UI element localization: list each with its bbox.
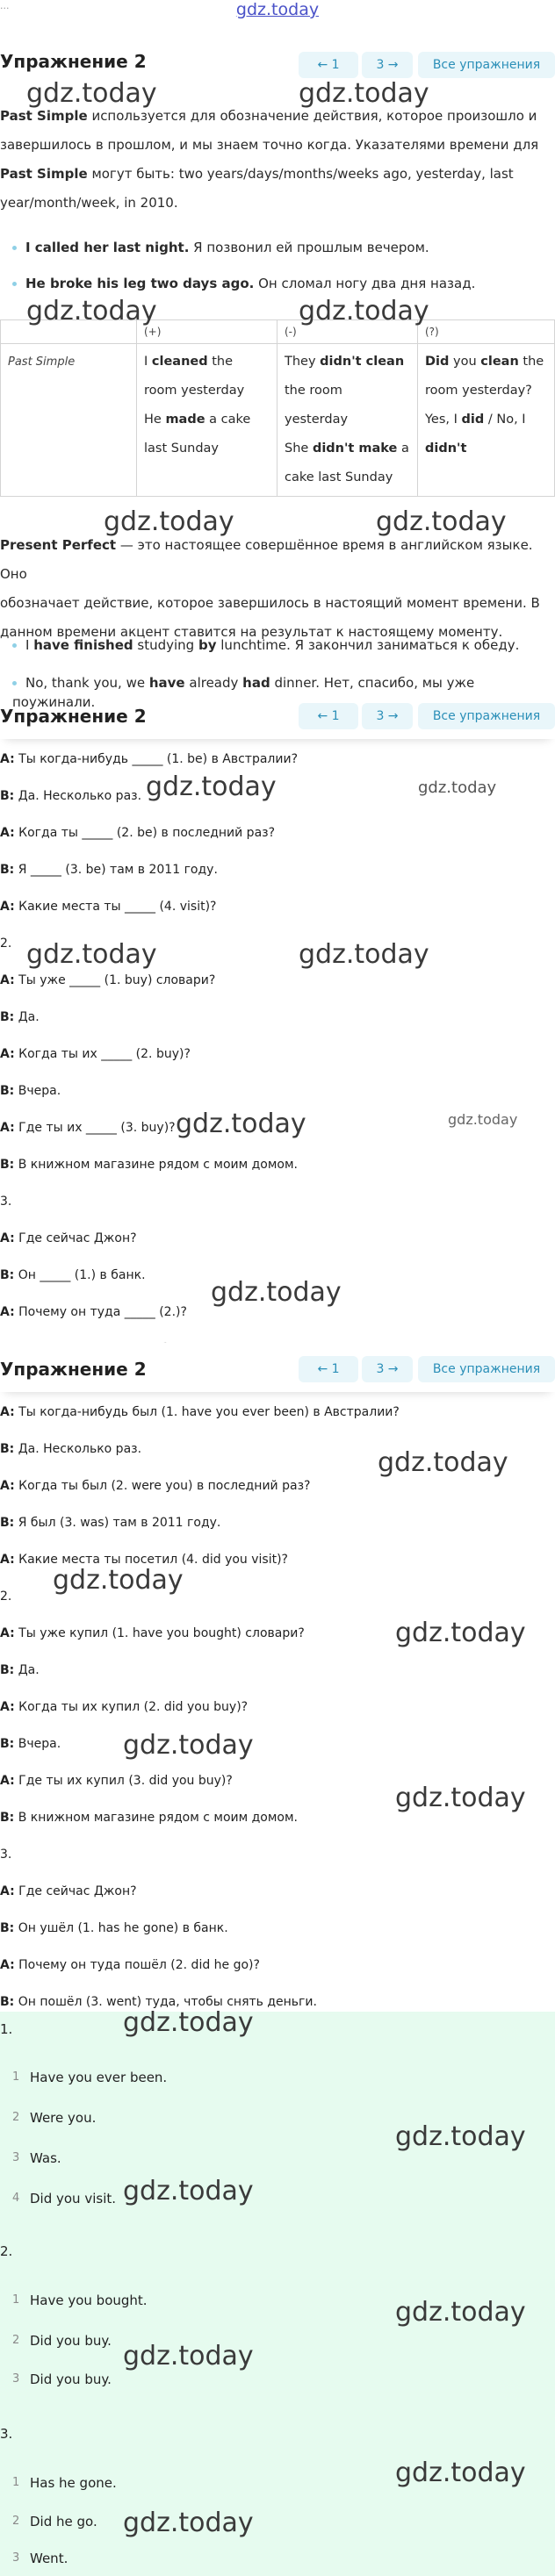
answer-item: 2 Did you buy. [12,2333,112,2349]
watermark: gdz.today [299,296,429,326]
prev-button[interactable]: ← 1 [299,703,358,729]
dialogue-line: A: Где сейчас Джон? [0,1884,137,1898]
watermark: gdz.today [26,296,157,326]
exercise-header [0,690,555,739]
dialogue-line: A: Какие места ты _____ (4. visit)? [0,900,217,914]
dialogue-line: A: Когда ты _____ (2. be) в последний раз? [0,826,276,840]
dialogue-line: B: Я _____ (3. be) там в 2011 году. [0,863,218,877]
watermark: gdz.today [395,2297,526,2328]
dialogue-line: A: Где ты их купил (3. did you buy)? [0,1774,233,1788]
dialogue-line: B: Да. Несколько раз. [0,1442,142,1456]
watermark: gdz.today [53,1565,184,1596]
all-exercises-button[interactable]: Все упражнения [418,52,555,78]
prev-button[interactable]: ← 1 [299,1356,358,1382]
dialogue-line: B: Вчера. [0,1737,61,1751]
answer-item: 1 Has he gone. [12,2475,117,2491]
all-exercises-button[interactable]: Все упражнения [418,1356,555,1382]
dialogue-line: A: Когда ты был (2. were you) в последний раз? [0,1479,311,1493]
dialogue-line: B: В книжном магазине рядом с моим домом. [0,1811,299,1825]
dialogue-line: B: В книжном магазине рядом с моим домом. [0,1158,299,1172]
dialogue-line: A: Ты уже купил (1. have you bought) словари? [0,1626,305,1640]
watermark: gdz.today [299,78,429,109]
dialogue-line: B: Он пошёл (3. went) туда, чтобы снять деньги. [0,1995,317,2009]
dialogue-line: A: Когда ты их купил (2. did you buy)? [0,1700,249,1714]
next-button[interactable]: 3 → [362,52,413,78]
theory-paragraph: Past Simple используется для обозначение действия, которое произошло и завершилось в прошлом, и мы знаем точно когда. Указателями времени для Past Simple могут быть: two years/days/months/weeks ago, yesterday, last year/month/week, in 2010. [0,108,539,211]
dialogue-line: A: Где ты их _____ (3. buy)? [0,1121,176,1135]
watermark: gdz.today [299,939,429,970]
dialogue-line: A: Ты когда-нибудь был (1. have you ever been) в Австралии? [0,1405,400,1419]
group-number: 3. [0,1848,12,1862]
watermark: gdz.today [26,939,157,970]
dialogue-line: A: Почему он туда _____ (2.)? [0,1305,187,1319]
theory-paragraph: Present Perfect — это настоящее совершённое время в английском языке. Оно обозначает действие, которое завершилось в настоящий момент времени. В данном времени акцент ставится на результат к настоящему моменту. [0,537,540,640]
example-bullet: I called her last night. Я позвонил ей прошлым вечером. [12,238,548,257]
watermark: gdz.today [395,2121,526,2152]
watermark: gdz.today [123,2508,254,2538]
answer-item: 3 Went. [12,2551,68,2566]
dialogue-line: B: Да. Несколько раз. [0,789,142,803]
dialogue-line: A: Где сейчас Джон? [0,1231,137,1245]
answer-item: 4 Did you visit. [12,2191,117,2206]
grammar-table: (+) (-) (?) Past Simple I cleaned the room yesterday He made a cake last Sunday They didn't clean the room yesterday She didn't make a cake last Sunday Did you clean the room yesterday? Yes, I did / No, I didn't [0,319,555,497]
dialogue-line: B: Вчера. [0,1084,61,1098]
watermark: gdz.today [378,1447,508,1478]
watermark: gdz.today [395,2458,526,2488]
group-number: 2. [0,1589,12,1604]
answer-group-number: 3. [0,2426,13,2442]
watermark: gdz.today [123,2341,254,2371]
answer-item: 3 Was. [12,2150,61,2166]
watermark: gdz.today [418,779,497,797]
dialogue-line: A: Почему он туда пошёл (2. did he go)? [0,1958,260,1972]
watermark: gdz.today [26,78,157,109]
watermark: gdz.today [104,506,234,537]
watermark: gdz.today [123,2176,254,2206]
dialogue-line: B: Он ушёл (1. has he gone) в банк. [0,1921,228,1935]
watermark: gdz.today [235,0,320,19]
dialogue-line: A: Какие места ты посетил (4. did you visit)? [0,1553,288,1567]
watermark: gdz.today [376,506,507,537]
watermark: gdz.today [448,1111,518,1128]
dialogue-line: A: Когда ты их _____ (2. buy)? [0,1047,191,1061]
dialogue-line: A: Ты когда-нибудь _____ (1. be) в Австралии? [0,752,299,766]
dialogue-line: B: Он _____ (1.) в банк. [0,1268,146,1282]
answer-group-number: 1. [0,2021,13,2037]
answer-item: 2 Were you. [12,2110,97,2126]
dialogue-line: B: Я был (3. was) там в 2011 году. [0,1516,221,1530]
page-title: Упражнение 2 [0,1359,147,1380]
answer-item: 3 Did you buy. [12,2371,112,2387]
next-button[interactable]: 3 → [362,1356,413,1382]
answer-group-number: 2. [0,2243,13,2259]
watermark: gdz.today [123,1730,254,1761]
exercise-header [0,1343,555,1392]
page-title: Упражнение 2 [0,51,147,72]
watermark: gdz.today [211,1277,342,1308]
answer-item: 2 Did he go. [12,2514,97,2529]
dialogue-line: B: Да. [0,1010,40,1024]
example-bullet: I have finished studying by lunchtime. Я закончил заниматься к обеду. [12,635,548,655]
page-title: Упражнение 2 [0,706,147,727]
all-exercises-button[interactable]: Все упражнения [418,703,555,729]
cut-off-text: ... [0,0,10,11]
watermark: gdz.today [176,1109,306,1139]
prev-button[interactable]: ← 1 [299,52,358,78]
answer-item: 1 Have you bought. [12,2293,148,2308]
dialogue-line: A: Ты уже _____ (1. buy) словари? [0,973,216,987]
group-number: 2. [0,936,12,951]
watermark: gdz.today [395,1783,526,1813]
example-bullet: He broke his leg two days ago. Он сломал ногу два дня назад. [12,274,548,293]
next-button[interactable]: 3 → [362,703,413,729]
watermark: gdz.today [146,771,277,802]
example-bullet: No, thank you, we have already had dinner. Нет, спасибо, мы уже поужинали. [12,675,475,710]
watermark: gdz.today [123,2007,254,2038]
dialogue-line: B: Да. [0,1663,40,1677]
watermark: gdz.today [395,1618,526,1648]
answer-item: 1 Have you ever been. [12,2070,168,2085]
group-number: 3. [0,1195,12,1209]
